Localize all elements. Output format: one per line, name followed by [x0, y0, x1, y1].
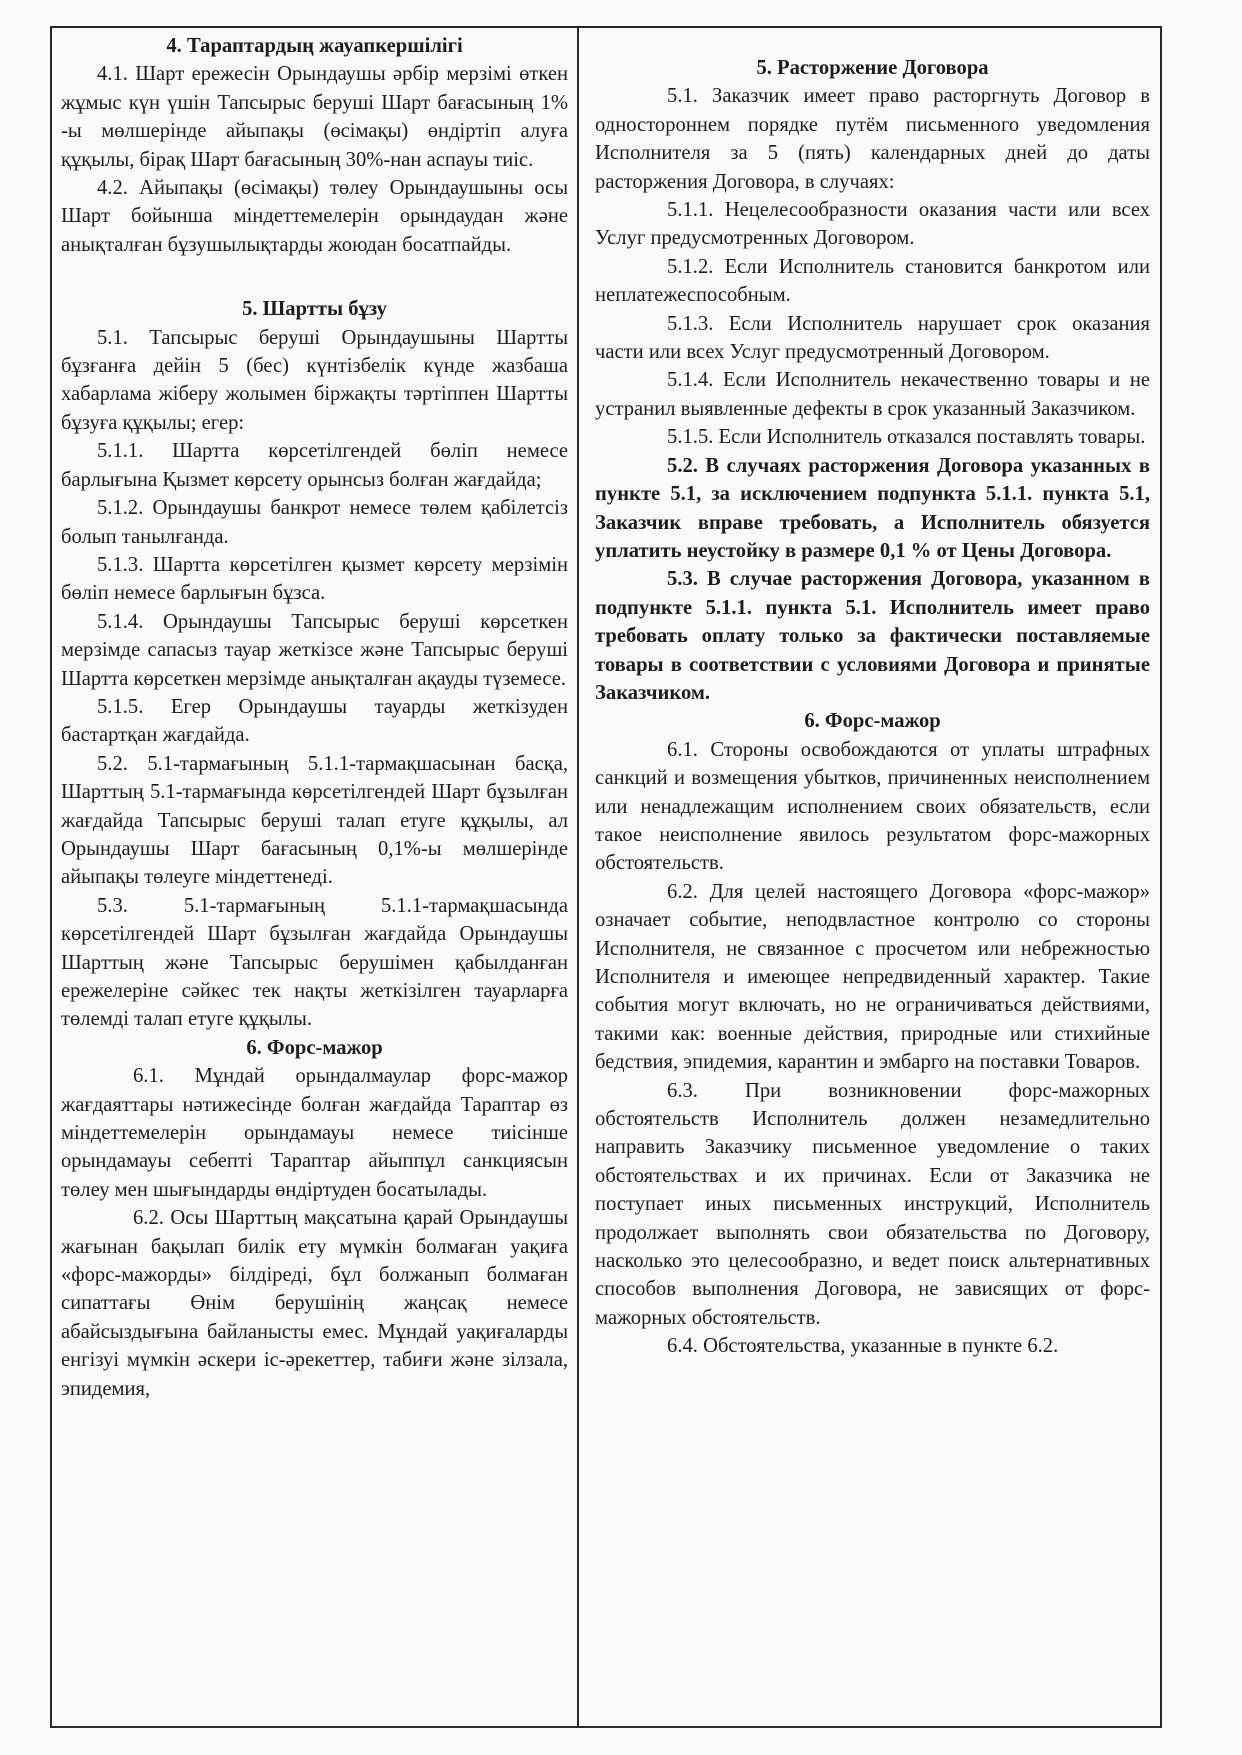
clause-5-1-kz: 5.1. Тапсырыс беруші Орындаушыны Шартты бұзғанға дейін 5 (бес) күнтізбелік күнде жазбаша хабарлама жіберу жолымен біржақты тәртіппен Шартты бұзуға құқылы; егер: [61, 326, 569, 434]
clause-5-3-kz: 5.3. 5.1-тармағының 5.1.1-тармақшасында көрсетілгендей Шарт бұзылған жағдайда Орындаушы Шарттың және Тапсырыс берушімен қабылданған ережелеріне сәйкес тек нақты жеткізілген тауарларға төлемді талап етуге құқылы. [61, 894, 569, 1031]
clause-5-2-ru: 5.2. В случаях расторжения Договора указанных в пункте 5.1, за исключением подпункта 5.1.1. пункта 5.1, Заказчик вправе требовать, а Исполнитель обязуется уплатить неустойку в размере 0,1 % от Цены Договора. [595, 454, 1150, 562]
clause-5-1-5-kz: 5.1.5. Егер Орындаушы тауарды жеткізуден бастартқан жағдайда. [61, 695, 569, 747]
clause-6-1-kz: 6.1. Мұндай орындалмаулар форс-мажор жағдаяттары нәтижесінде болған жағдайда Тараптар өз міндеттемелерін орындамауы немесе тиісінше орындамауы себепті Тараптар айыппұл санкциясын төлеу мен шығындарды өндіртуден босатылады. [61, 1065, 569, 1201]
section-5-heading-kz: 5. Шартты бұзу [242, 298, 387, 321]
clause-5-1-4-ru: 5.1.4. Если Исполнитель некачественно товары и не устранил выявленные дефекты в срок указанный Заказчиком. [595, 369, 1150, 420]
section-4-heading-kz: 4. Тараптардың жауапкершілігі [166, 35, 463, 57]
clause-5-3-ru: 5.3. В случае расторжения Договора, указанном в подпункте 5.1.1. пункта 5.1. Исполнитель имеет право требовать оплату только за фактически поставляемые товары в соответствии с условиями Договора и принятые Заказчиком. [595, 568, 1150, 704]
clause-4-1-kz: 4.1. Шарт ережесін Орындаушы әрбір мерзімі өткен жұмыс күн үшін Тапсырыс беруші Шарт бағасының 1% -ы мөлшерінде айыпақы (өсімақы) өндіртіп алуға құқылы, бірақ Шарт бағасының 30%-нан аспауы тиіс. [61, 63, 569, 171]
clause-5-1-3-ru: 5.1.3. Если Исполнитель нарушает срок оказания части или всех Услуг предусмотренный Договором. [595, 312, 1150, 364]
clause-5-1-3-kz: 5.1.3. Шартта көрсетілген қызмет көрсету мерзімін бөліп немесе барлығын бұзса. [61, 553, 569, 605]
clause-5-2-kz: 5.2. 5.1-тармағының 5.1.1-тармақшасынан басқа, Шарттың 5.1-тармағында көрсетілгендей Шарт бұзылған жағдайда Тапсырыс беруші талап етуге құқылы, ал Орындаушы Шарт бағасының 0,1%-ы мөлшерінде айыпақы төлеуге міндеттенеді. [61, 752, 569, 889]
section-5-heading-ru: 5. Расторжение Договора [756, 57, 989, 79]
clause-6-2-ru: 6.2. Для целей настоящего Договора «форс-мажор» означает событие, неподвластное контролю со стороны Исполнителя, не связанное с просчетом или небрежностью Исполнителя и имеющее непредвиденный характер. Такие события могут включать, но не ограничиваться действиями, такими как: военные действия, природные или стихийные бедствия, эпидемия, карантин и эмбарго на поставки Товаров. [595, 880, 1150, 1074]
clause-5-1-1-kz: 5.1.1. Шартта көрсетілгендей бөліп немесе барлығына Қызмет көрсету орынсыз болған жағдайда; [61, 440, 569, 491]
clause-5-1-4-kz: 5.1.4. Орындаушы Тапсырыс беруші көрсеткен мерзімде сапасыз тауар жеткізсе және Тапсырыс беруші Шартта көрсеткен мерзімде анықталған ақауды түземесе. [61, 610, 569, 690]
contract-two-column-table [50, 26, 1162, 1728]
clause-6-1-ru: 6.1. Стороны освобождаются от уплаты штрафных санкций и возмещения убытков, причиненных неисполнением или ненадлежащим исполнением своих обязательств, если такое неисполнение явилось результатом форс-мажорных обстоятельств. [595, 738, 1150, 875]
clause-5-1-ru: 5.1. Заказчик имеет право расторгнуть Договор в одностороннем порядке путём письменного уведомления Исполнителя за 5 (пять) календарных дней до даты расторжения Договора, в случаях: [595, 85, 1150, 193]
section-6-heading-ru: 6. Форс-мажор [804, 710, 941, 733]
clause-6-4-ru: 6.4. Обстоятельства, указанные в пункте 6.2. [667, 1335, 1059, 1358]
kazakh-column [52, 28, 579, 1726]
clause-6-2-kz: 6.2. Осы Шарттың мақсатына қарай Орындаушы жағынан бақылап билік ету мүмкін болмаған уақиға «форс-мажорды» білдіреді, бұл болжанып болмаған сипаттағы Өнім берушінің жаңсақ немесе абайсыздығына байланысты емес. Мұндай уақиғаларды енгізуі мүмкін әскери іс-әрекеттер, табиғи және зілзала, эпидемия, [61, 1207, 569, 1400]
clause-5-1-1-ru: 5.1.1. Нецелесообразности оказания части или всех Услуг предусмотренных Договором. [595, 199, 1150, 250]
clause-5-1-2-kz: 5.1.2. Орындаушы банкрот немесе төлем қабілетсіз болып танылғанда. [61, 497, 569, 548]
section-6-heading-kz: 6. Форс-мажор [246, 1036, 383, 1059]
russian-column [579, 28, 1160, 1726]
clause-6-3-ru: 6.3. При возникновении форс-мажорных обстоятельств Исполнитель должен незамедлительно направить Заказчику письменное уведомление о таких обстоятельствах и их причинах. Если от Заказчика не поступает иных письменных инструкций, Исполнитель продолжает выполнять свои обязательства по Договору, насколько это целесообразно, и ведет поиск альтернативных способов выполнения Договора, не зависящих от форс-мажорных обстоятельств. [595, 1079, 1150, 1329]
clause-5-1-5-ru: 5.1.5. Если Исполнитель отказался поставлять товары. [667, 426, 1146, 449]
clause-4-2-kz: 4.2. Айыпақы (өсімақы) төлеу Орындаушыны осы Шарт бойынша міндеттемелерін орындаудан және анықталған бұзушылықтарды жоюдан босатпайды. [61, 177, 569, 256]
clause-5-1-2-ru: 5.1.2. Если Исполнитель становится банкротом или неплатежеспособным. [595, 255, 1150, 307]
